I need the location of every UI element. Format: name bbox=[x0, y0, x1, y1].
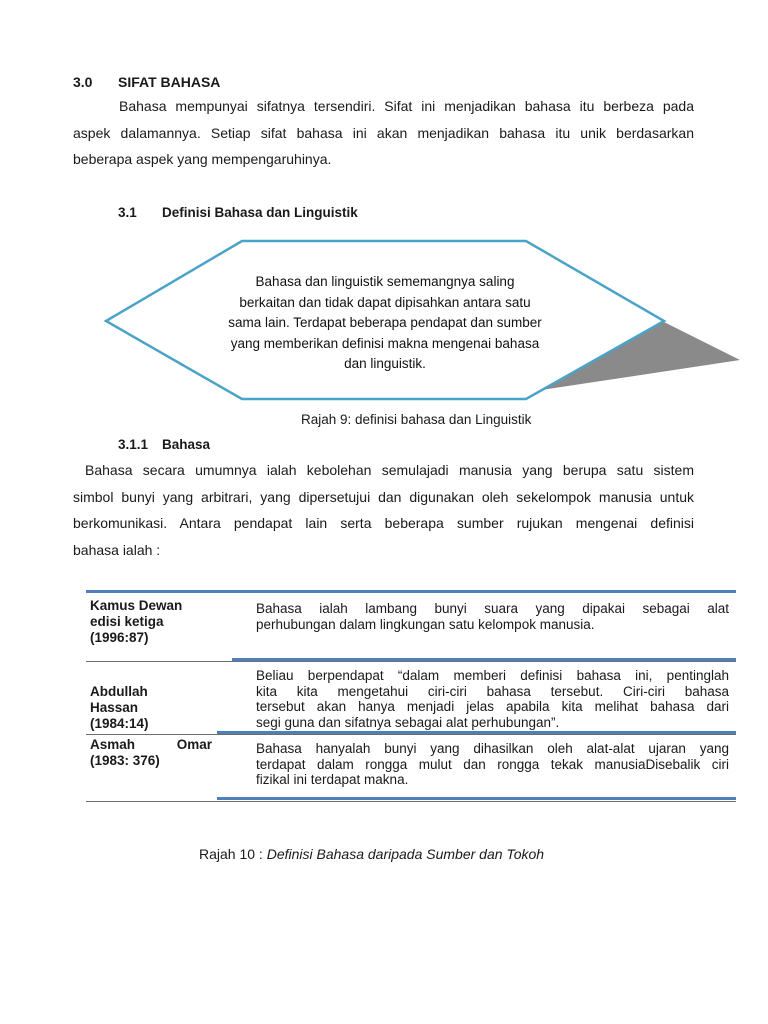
table-row-source bbox=[90, 684, 149, 732]
section-number: 3.0 bbox=[73, 74, 93, 90]
intro-line: Bahasa mempunyai sifatnya tersendiri. Sifat ini menjadikan bahasa itu berbeza pada bbox=[119, 98, 694, 114]
table-row-source bbox=[90, 598, 182, 646]
table-row-source bbox=[90, 737, 212, 769]
source-line: (1984:14) bbox=[90, 716, 149, 731]
source-line: (1996:87) bbox=[90, 630, 149, 645]
source-line: (1983: 376) bbox=[90, 753, 160, 768]
hexagon-text-line: Bahasa dan linguistik sememangnya saling bbox=[255, 274, 515, 289]
bahasa-line: simbol bunyi yang arbitrari, yang dipersetujui dan digunakan oleh sekelompok manusia untuk bbox=[73, 488, 694, 505]
table-row-divider bbox=[86, 734, 736, 735]
source-line bbox=[90, 737, 212, 753]
figure10-caption-title: Definisi Bahasa daripada Sumber dan Tokoh bbox=[266, 846, 545, 862]
table-row-divider bbox=[86, 661, 736, 662]
definition-line: segi guna dan sifatnya sebagai alat perhubungan”. bbox=[256, 714, 560, 730]
section-title: SIFAT BAHASA bbox=[118, 74, 221, 90]
figure9-caption: Rajah 9: definisi bahasa dan Linguistik bbox=[301, 412, 532, 427]
hexagon-text-line: yang memberikan definisi makna mengenai bahasa bbox=[230, 335, 540, 351]
definition-line: kita kita mengetahui ciri-ciri bahasa tersebut. Ciri-ciri bahasa bbox=[256, 683, 729, 699]
hexagon-text bbox=[205, 272, 565, 375]
definition-line: terdapat dalam rongga mulut dan rongga tekak manusiaDisebalik ciri bbox=[256, 756, 729, 772]
subsection-number: 3.1 bbox=[118, 205, 137, 220]
table-bottom-rule bbox=[217, 797, 736, 800]
subsubsection-title: Bahasa bbox=[162, 437, 211, 452]
definition-line: perhubungan dalam lingkungan satu kelompok manusia. bbox=[256, 616, 595, 632]
hexagon-text-line: sama lain. Terdapat beberapa pendapat dan sumber bbox=[228, 315, 542, 330]
definition-line: Bahasa hanyalah bunyi yang dihasilkan oleh alat-alat ujaran yang bbox=[256, 741, 729, 756]
source-line: Hassan bbox=[90, 700, 139, 715]
source-line: edisi ketiga bbox=[90, 614, 164, 629]
table-bottom-divider bbox=[86, 801, 736, 802]
subsection-title: Definisi Bahasa dan Linguistik bbox=[162, 205, 358, 220]
intro-line: beberapa aspek yang mempengaruhinya. bbox=[73, 151, 332, 167]
definition-line: fizikal ini terdapat makna. bbox=[256, 772, 409, 787]
source-name: Asmah bbox=[90, 737, 136, 752]
figure10-caption bbox=[199, 846, 544, 862]
hexagon-text-line: dan linguistik. bbox=[344, 356, 426, 371]
table-row-definition bbox=[256, 601, 729, 632]
intro-line: aspek dalamannya. Setiap sifat bahasa ini akan menjadikan bahasa itu unik berdasarkan bbox=[73, 124, 694, 141]
source-line: Kamus Dewan bbox=[90, 598, 183, 613]
table-row-definition bbox=[256, 741, 729, 788]
source-line: Abdullah bbox=[90, 684, 148, 699]
definition-line: Bahasa ialah lambang bunyi suara yang dipakai sebagai alat bbox=[256, 601, 729, 616]
definition-line: tersebut akan hanya menjadi jelas apabila kita melihat bahasa dari bbox=[256, 699, 729, 714]
figure10-caption-prefix: Rajah 10 : bbox=[199, 846, 267, 862]
definition-line: Beliau berpendapat “dalam memberi definisi bahasa ini, pentinglah bbox=[256, 668, 729, 683]
bahasa-line: Bahasa secara umumnya ialah kebolehan semulajadi manusia yang berupa satu sistem bbox=[85, 462, 694, 478]
subsubsection-number: 3.1.1 bbox=[118, 437, 149, 452]
bahasa-line: berkomunikasi. Antara pendapat lain serta beberapa sumber rujukan mengenai definisi bbox=[73, 515, 694, 531]
table-top-rule bbox=[86, 590, 736, 593]
bahasa-line: bahasa ialah : bbox=[73, 541, 161, 558]
table-row-definition bbox=[256, 668, 729, 730]
bahasa-paragraph bbox=[73, 457, 694, 563]
hexagon-text-line: berkaitan dan tidak dapat dipisahkan antara satu bbox=[239, 294, 531, 310]
source-surname: Omar bbox=[176, 737, 212, 752]
